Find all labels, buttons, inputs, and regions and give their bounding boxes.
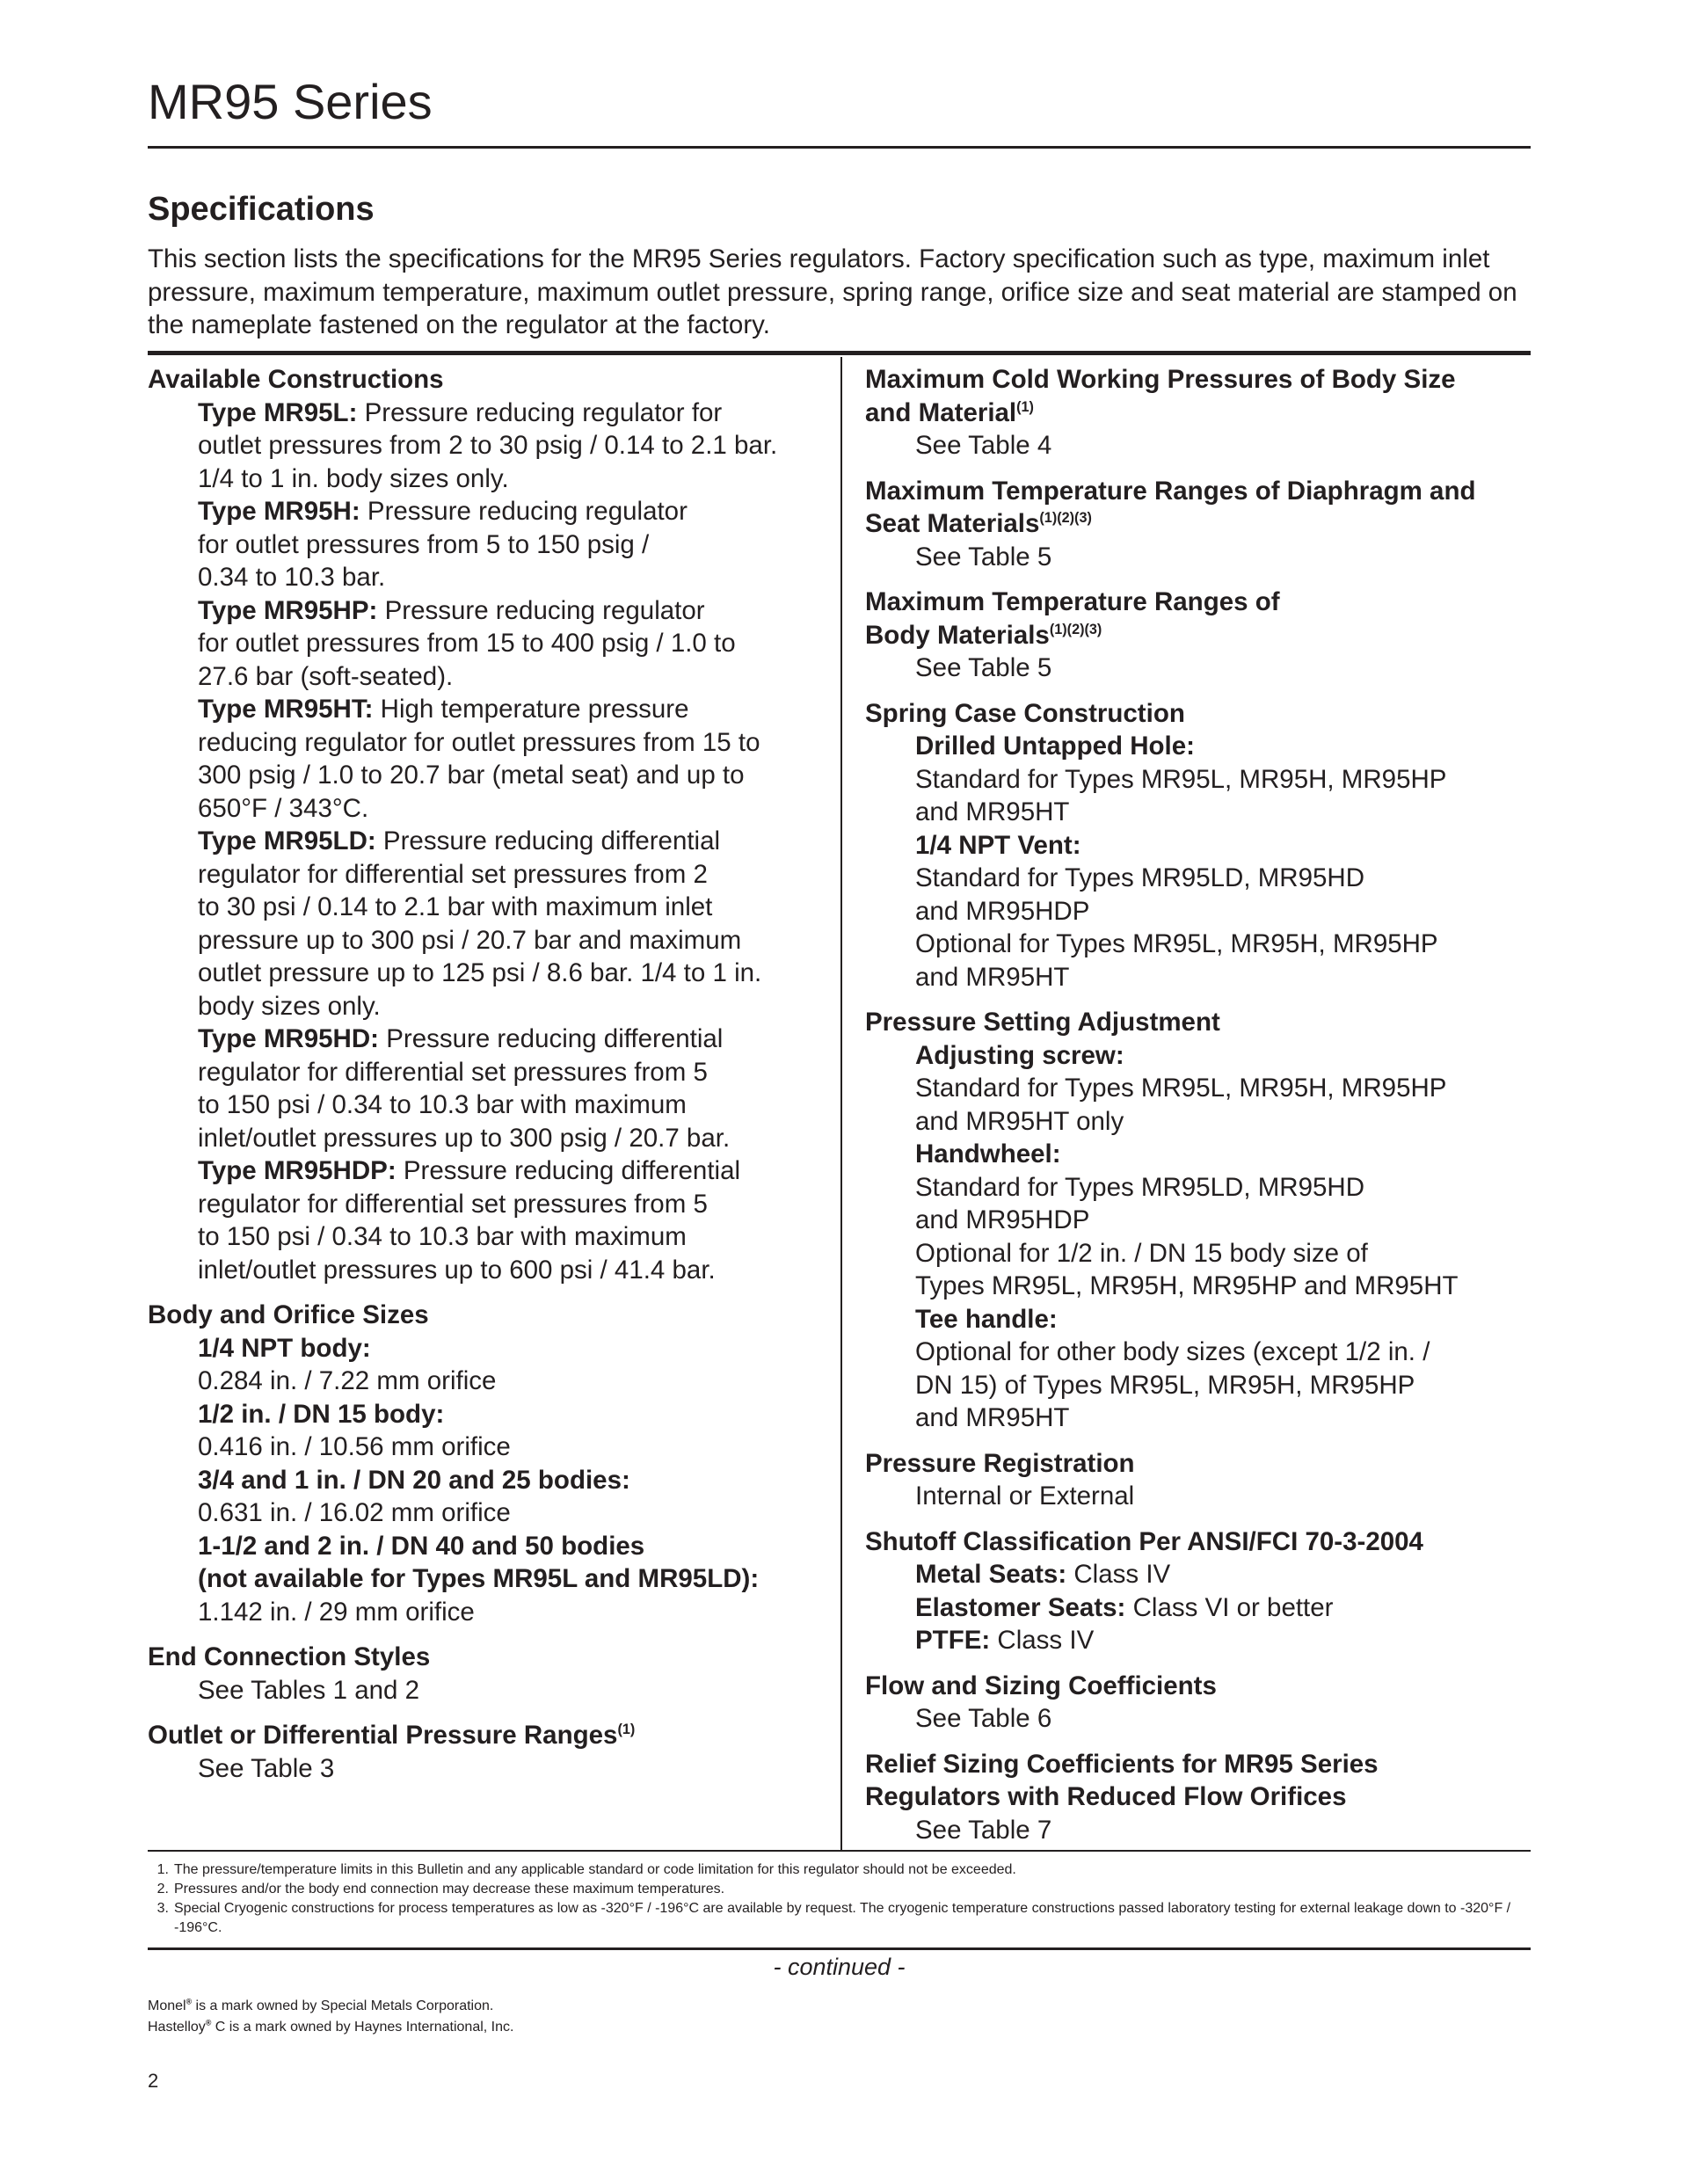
type-label: Type MR95HT: xyxy=(198,695,374,724)
spring-case-text: Optional for Types MR95L, MR95H, MR95HP xyxy=(915,929,1438,958)
end-connection-styles xyxy=(148,1641,833,1707)
type-text-line: 1/4 to 1 in. body sizes only. xyxy=(198,463,509,493)
shutoff-label: PTFE: xyxy=(915,1626,991,1655)
spring-case-text: and MR95HT xyxy=(915,797,1070,826)
type-first-line xyxy=(198,693,833,726)
type-text: Pressure reducing differential xyxy=(403,1156,741,1185)
type-text-line: 300 psig / 1.0 to 20.7 bar (metal seat) and up to xyxy=(198,761,745,790)
spring-case-text: Standard for Types MR95LD, MR95HD xyxy=(915,863,1365,892)
end-connection-value: See Tables 1 and 2 xyxy=(198,1675,420,1705)
shutoff-label: Elastomer Seats: xyxy=(915,1592,1126,1622)
cold-working-pressures xyxy=(865,363,1531,462)
temp-diaphragm-seat xyxy=(865,475,1531,574)
section-heading: Specifications xyxy=(148,191,375,228)
spring-case-text: Standard for Types MR95L, MR95H, MR95HP xyxy=(915,764,1447,794)
cold-working-heading-2 xyxy=(865,397,1531,430)
orifice-body-label: 1-1/2 and 2 in. / DN 40 and 50 bodies xyxy=(198,1531,645,1561)
cold-working-value: See Table 4 xyxy=(915,431,1052,460)
spring-case-list xyxy=(915,730,1531,994)
pressure-setting-label: Adjusting screw: xyxy=(915,1040,1124,1070)
type-text-line: body sizes only. xyxy=(198,991,381,1021)
outlet-pressure-ranges xyxy=(148,1719,833,1785)
footnote xyxy=(148,1899,1519,1938)
spring-case-text: and MR95HDP xyxy=(915,896,1090,926)
type-text-line: regulator for differential set pressures from 5 xyxy=(198,1057,708,1087)
shutoff-heading: Shutoff Classification Per ANSI/FCI 70-3-2004 xyxy=(865,1526,1423,1556)
orifice-item xyxy=(198,1398,833,1464)
trademark-text: is a mark owned by Special Metals Corporation. xyxy=(192,1998,494,2013)
footnote-text: Pressures and/or the body end connection may decrease these maximum temperatures. xyxy=(174,1882,725,1896)
spring-case-label: 1/4 NPT Vent: xyxy=(915,830,1081,860)
orifice-size-value: 1.142 in. / 29 mm orifice xyxy=(198,1597,475,1627)
section-intro: This section lists the specifications for the MR95 Series regulators. Factory specification such as type, maximum inlet pressure, maximum temperature, maximum outlet pressure, spring range, orifice size and seat material are stamped on the nameplate fastened on the regulator at the factory. xyxy=(148,244,1517,339)
orifice-body-label: 1/4 NPT body: xyxy=(198,1333,371,1363)
footnote xyxy=(148,1860,1519,1880)
type-text-line: reducing regulator for outlet pressures from 15 to xyxy=(198,727,760,757)
pressure-setting-text: and MR95HDP xyxy=(915,1205,1090,1234)
end-connection-heading: End Connection Styles xyxy=(148,1642,431,1671)
type-label: Type MR95L: xyxy=(198,397,358,427)
type-text: Pressure reducing differential xyxy=(382,826,721,855)
temp-diaphragm-heading-2 xyxy=(865,507,1531,541)
footnote-ref: (1) xyxy=(617,1722,636,1738)
temp-body-heading-1: Maximum Temperature Ranges of xyxy=(865,587,1280,616)
continued-label: - continued - xyxy=(773,1954,906,1980)
temp-diaphragm-value: See Table 5 xyxy=(915,542,1052,571)
type-text: Pressure reducing regulator for xyxy=(364,397,723,427)
type-first-line xyxy=(198,1154,833,1188)
pressure-setting-text: and MR95HT only xyxy=(915,1106,1124,1136)
bottom-rule xyxy=(148,1947,1531,1950)
relief-sizing-coefficients xyxy=(865,1748,1531,1847)
orifice-body-label: 3/4 and 1 in. / DN 20 and 25 bodies: xyxy=(198,1465,630,1495)
type-text: High temperature pressure xyxy=(380,695,689,724)
spring-case-text: and MR95HT xyxy=(915,962,1070,992)
type-label: Type MR95HDP: xyxy=(198,1156,397,1185)
type-label: Type MR95LD: xyxy=(198,826,376,855)
type-text-line: outlet pressures from 2 to 30 psig / 0.14 to 2.1 bar. xyxy=(198,431,778,460)
orifice-size-value: 0.416 in. / 10.56 mm orifice xyxy=(198,1432,511,1461)
type-item xyxy=(198,397,833,496)
body-orifice-sizes xyxy=(148,1299,833,1628)
pressure-setting-item xyxy=(915,1039,1531,1139)
pressure-setting-heading: Pressure Setting Adjustment xyxy=(865,1008,1220,1037)
orifice-size-value: 0.631 in. / 16.02 mm orifice xyxy=(198,1498,511,1527)
orifice-size-value: 0.284 in. / 7.22 mm orifice xyxy=(198,1366,497,1395)
pressure-setting-adjustment xyxy=(865,1006,1531,1435)
footnote-ref: (1)(2)(3) xyxy=(1049,621,1102,637)
registration-heading: Pressure Registration xyxy=(865,1448,1135,1478)
pressure-setting-text: Types MR95L, MR95H, MR95HP and MR95HT xyxy=(915,1271,1459,1300)
type-text-line: to 150 psi / 0.34 to 10.3 bar with maximum xyxy=(198,1222,687,1251)
spring-case-heading: Spring Case Construction xyxy=(865,698,1185,728)
orifice-item xyxy=(198,1332,833,1398)
temp-body-materials xyxy=(865,586,1531,685)
temp-diaphragm-heading-1: Maximum Temperature Ranges of Diaphragm and xyxy=(865,476,1476,506)
shutoff-label: Metal Seats: xyxy=(915,1560,1067,1589)
trademark-monel xyxy=(148,1996,513,2017)
orifice-item xyxy=(198,1464,833,1530)
type-item xyxy=(198,1023,833,1154)
type-item xyxy=(198,495,833,594)
type-text-line: for outlet pressures from 5 to 150 psig / xyxy=(198,529,650,559)
type-label: Type MR95HD: xyxy=(198,1024,379,1053)
column-divider xyxy=(840,357,842,1852)
spring-case-label: Drilled Untapped Hole: xyxy=(915,732,1195,761)
type-first-line xyxy=(198,495,833,528)
flow-sizing-value: See Table 6 xyxy=(915,1704,1052,1733)
type-item xyxy=(198,693,833,825)
type-first-line xyxy=(198,397,833,430)
header-rule xyxy=(148,146,1531,149)
footnote-ref: (1)(2)(3) xyxy=(1039,510,1092,527)
cold-working-heading-2-text: and Material xyxy=(865,397,1017,427)
temp-body-heading-2-text: Body Materials xyxy=(865,620,1050,650)
pressure-setting-text: Optional for other body sizes (except 1/2 in. / xyxy=(915,1337,1430,1366)
spring-case-item xyxy=(915,829,1531,994)
type-text-line: pressure up to 300 psi / 20.7 bar and maximum xyxy=(198,925,742,955)
body-orifice-heading: Body and Orifice Sizes xyxy=(148,1300,429,1329)
type-text: Pressure reducing differential xyxy=(386,1024,724,1053)
available-constructions-heading: Available Constructions xyxy=(148,365,444,394)
cold-working-heading-1: Maximum Cold Working Pressures of Body Size xyxy=(865,365,1456,394)
type-text-line: 0.34 to 10.3 bar. xyxy=(198,563,386,592)
shutoff-classification xyxy=(865,1525,1531,1657)
pressure-setting-item xyxy=(915,1138,1531,1303)
temp-body-value: See Table 5 xyxy=(915,653,1052,682)
registered-symbol: ® xyxy=(186,1997,193,2006)
footnote-number: 1. xyxy=(156,1862,169,1877)
shutoff-value: Class IV xyxy=(1073,1560,1171,1589)
footnote-ref: (1) xyxy=(1016,398,1034,415)
orifice-body-label: 1/2 in. / DN 15 body: xyxy=(198,1399,445,1429)
page-title: MR95 Series xyxy=(148,74,433,129)
pressure-registration xyxy=(865,1447,1531,1513)
flow-sizing-heading: Flow and Sizing Coefficients xyxy=(865,1671,1217,1700)
footnote xyxy=(148,1880,1519,1899)
trademarks xyxy=(148,1996,513,2038)
type-text-line: 27.6 bar (soft-seated). xyxy=(198,661,454,691)
footnote-text: The pressure/temperature limits in this Bulletin and any applicable standard or code limitation for this regulator should not be exceeded. xyxy=(174,1862,1016,1877)
pressure-setting-text: Optional for 1/2 in. / DN 15 body size of xyxy=(915,1238,1368,1268)
outlet-ranges-heading-text: Outlet or Differential Pressure Ranges xyxy=(148,1721,618,1750)
type-text-line: 650°F / 343°C. xyxy=(198,793,369,823)
pressure-setting-text: DN 15) of Types MR95L, MR95H, MR95HP xyxy=(915,1370,1415,1400)
type-label: Type MR95HP: xyxy=(198,595,378,625)
type-item xyxy=(198,594,833,694)
orifice-item xyxy=(198,1530,833,1629)
pressure-setting-text: and MR95HT xyxy=(915,1403,1070,1432)
temp-body-heading-2 xyxy=(865,619,1531,652)
trademark-hastelloy xyxy=(148,2017,513,2038)
type-text-line: to 150 psi / 0.34 to 10.3 bar with maximum xyxy=(198,1090,687,1119)
shutoff-item xyxy=(915,1591,1531,1625)
shutoff-item xyxy=(915,1624,1531,1657)
registered-symbol: ® xyxy=(205,2018,212,2027)
shutoff-value: Class VI or better xyxy=(1132,1592,1334,1622)
type-text-line: inlet/outlet pressures up to 300 psig / 20.7 bar. xyxy=(198,1123,731,1153)
type-first-line xyxy=(198,825,833,858)
shutoff-item xyxy=(915,1558,1531,1591)
footnote-number: 2. xyxy=(156,1882,169,1896)
shutoff-value: Class IV xyxy=(997,1626,1095,1655)
pressure-setting-text: Standard for Types MR95LD, MR95HD xyxy=(915,1172,1365,1202)
type-text-line: for outlet pressures from 15 to 400 psig / 1.0 to xyxy=(198,629,736,658)
trademark-name: Hastelloy xyxy=(148,2020,206,2035)
section-rule xyxy=(148,351,1531,355)
relief-sizing-heading-1: Relief Sizing Coefficients for MR95 Series xyxy=(865,1749,1379,1779)
footnote-number: 3. xyxy=(156,1901,169,1916)
spring-case-construction xyxy=(865,697,1531,994)
trademark-text: C is a mark owned by Haynes International, Inc. xyxy=(211,2020,514,2035)
orifice-body-label: (not available for Types MR95L and MR95LD): xyxy=(198,1564,760,1593)
footnotes xyxy=(148,1860,1519,1938)
page-number: 2 xyxy=(148,2070,159,2092)
type-first-line xyxy=(198,1023,833,1056)
footnotes-rule xyxy=(148,1850,1531,1852)
type-item xyxy=(198,825,833,1023)
relief-sizing-value: See Table 7 xyxy=(915,1815,1052,1845)
pressure-setting-label: Tee handle: xyxy=(915,1304,1058,1334)
pressure-setting-item xyxy=(915,1303,1531,1435)
pressure-setting-label: Handwheel: xyxy=(915,1139,1061,1168)
type-label: Type MR95H: xyxy=(198,497,360,526)
relief-sizing-heading-2: Regulators with Reduced Flow Orifices xyxy=(865,1782,1347,1811)
temp-diaphragm-heading-2-text: Seat Materials xyxy=(865,509,1040,538)
pressure-setting-text: Standard for Types MR95L, MR95H, MR95HP xyxy=(915,1074,1447,1103)
trademark-name: Monel xyxy=(148,1998,186,2013)
flow-sizing-coefficients xyxy=(865,1670,1531,1736)
types-list xyxy=(198,397,833,1287)
shutoff-list xyxy=(915,1558,1531,1657)
type-text-line: outlet pressure up to 125 psi / 8.6 bar. 1/4 to 1 in. xyxy=(198,958,762,987)
type-text-line: regulator for differential set pressures from 5 xyxy=(198,1189,708,1219)
available-constructions xyxy=(148,363,833,1286)
type-text-line: to 30 psi / 0.14 to 2.1 bar with maximum inlet xyxy=(198,892,713,921)
footnote-text: Special Cryogenic constructions for process temperatures as low as -320°F / -196°C are available by request. The cryogenic temperature constructions passed laboratory testing for external leakage down to -320°F / -196°C. xyxy=(174,1901,1511,1935)
type-item xyxy=(198,1154,833,1286)
body-orifice-list xyxy=(198,1332,833,1629)
registration-value: Internal or External xyxy=(915,1481,1135,1511)
outlet-ranges-value: See Table 3 xyxy=(198,1753,335,1783)
type-text: Pressure reducing regulator xyxy=(384,595,705,625)
pressure-setting-list xyxy=(915,1039,1531,1435)
right-column xyxy=(865,363,1531,1859)
spring-case-item xyxy=(915,730,1531,829)
type-text: Pressure reducing regulator xyxy=(367,497,688,526)
left-column xyxy=(148,363,833,1797)
type-text-line: regulator for differential set pressures from 2 xyxy=(198,859,708,889)
type-first-line xyxy=(198,594,833,628)
outlet-ranges-heading xyxy=(148,1719,833,1752)
type-text-line: inlet/outlet pressures up to 600 psi / 41.4 bar. xyxy=(198,1255,716,1285)
